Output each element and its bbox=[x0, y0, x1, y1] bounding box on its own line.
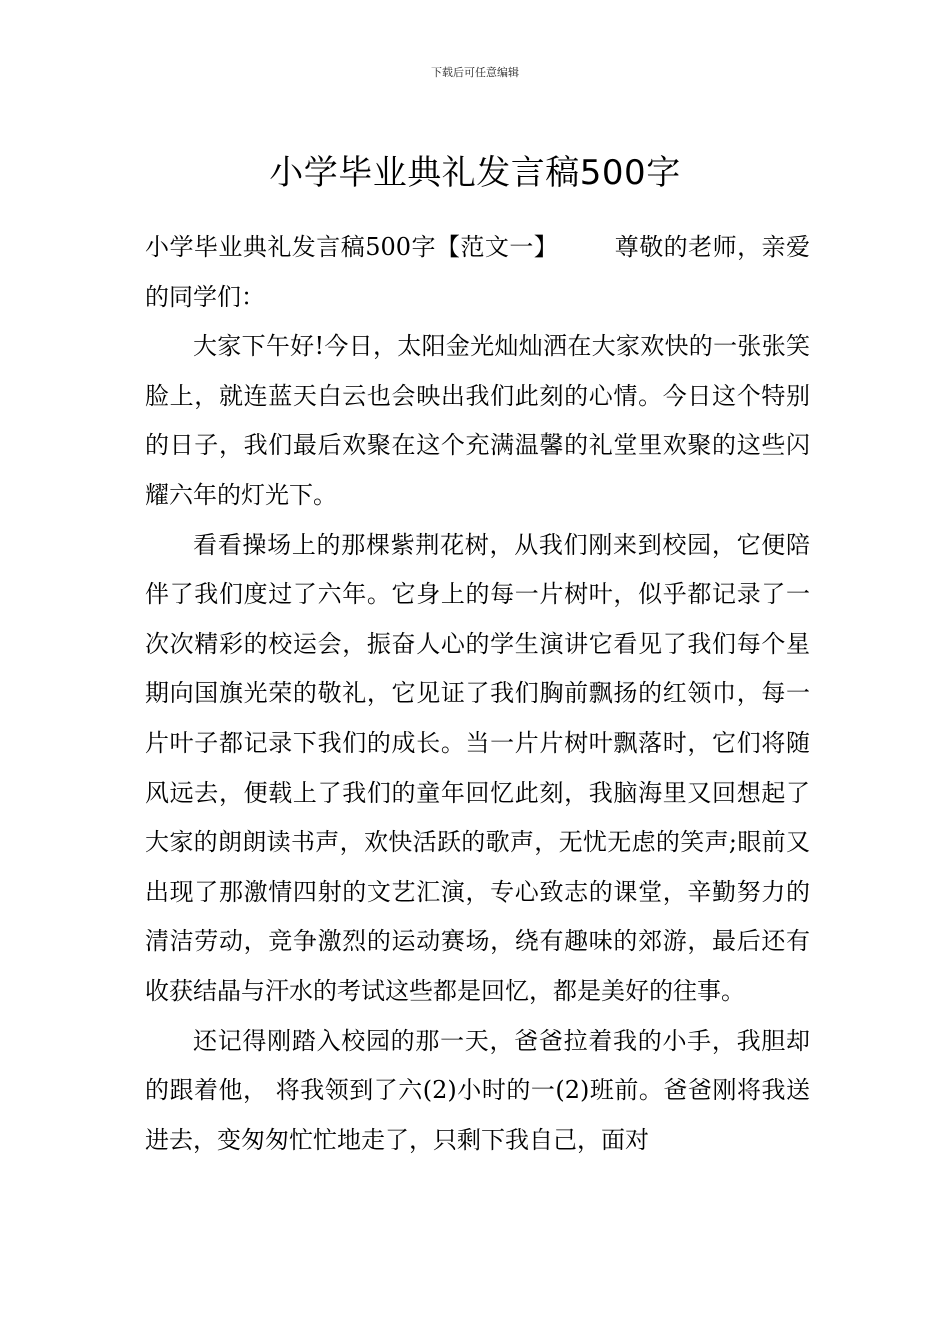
salutation: 尊敬的老师，亲爱的同学们： bbox=[145, 233, 811, 311]
sample-heading: 小学毕业典礼发言稿500字【范文一】 bbox=[145, 233, 559, 261]
header-note: 下载后可任意编辑 bbox=[431, 66, 519, 79]
body-paragraph-1: 大家下午好!今日，太阳金光灿灿洒在大家欢快的一张张笑脸上，就连蓝天白云也会映出我们此刻的心情。今日这个特别的日子，我们最后欢聚在这个充满温馨的礼堂里欢聚的这些闪耀六年的灯光下。 bbox=[145, 332, 810, 509]
document-title: 小学毕业典礼发言稿500字 bbox=[269, 152, 681, 193]
document-body bbox=[145, 223, 810, 1165]
body-paragraph-3: 还记得刚踏入校园的那一天，爸爸拉着我的小手，我胆却的跟着他， 将我领到了六(2)小时的一(2)班前。爸爸刚将我送进去，变匆匆忙忙地走了，只剩下我自己，面对 bbox=[145, 1026, 810, 1154]
body-paragraph-2: 看看操场上的那棵紫荆花树，从我们刚来到校园，它便陪伴了我们度过了六年。它身上的每一片树叶，似乎都记录了一次次精彩的校运会，振奋人心的学生演讲它看见了我们每个星期向国旗光荣的敬礼，它见证了我们胸前飘扬的红领巾，每一片叶子都记录下我们的成长。当一片片树叶飘落时，它们将随风远去，便载上了我们的童年回忆此刻，我脑海里又回想起了大家的朗朗读书声，欢快活跃的歌声，无忧无虑的笑声;眼前又出现了那激情四射的文艺汇演，专心致志的课堂，辛勤努力的清洁劳动，竞争激烈的运动赛场，绕有趣味的郊游，最后还有收获结晶与汗水的考试这些都是回忆，都是美好的往事。 bbox=[145, 530, 810, 1005]
intro-paragraph bbox=[145, 223, 810, 322]
